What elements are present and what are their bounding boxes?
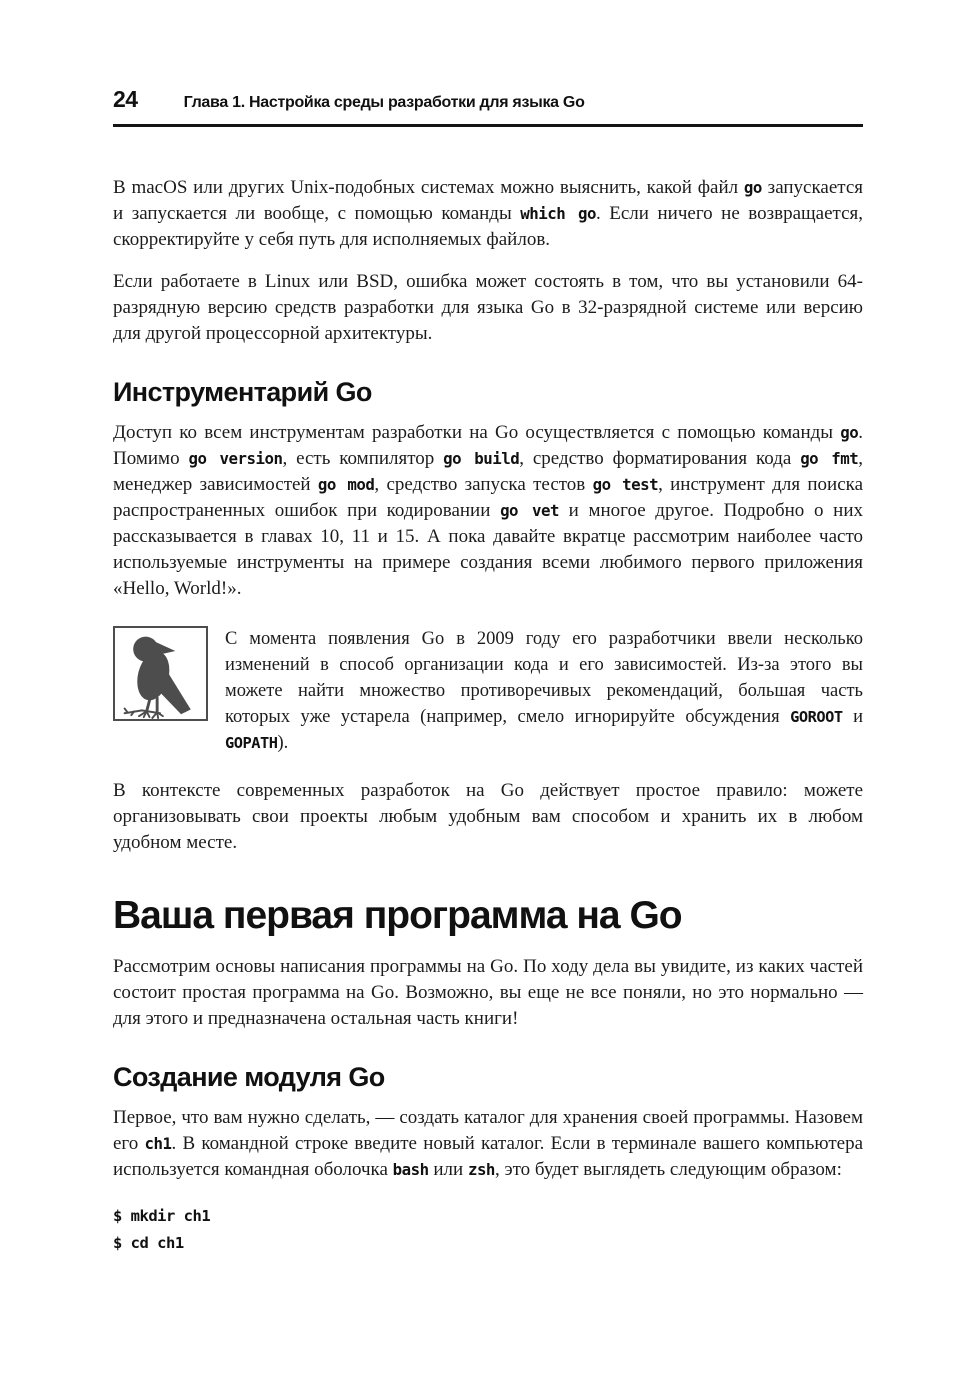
inline-code: go build <box>443 449 520 468</box>
text-run: и многое другое. Подробно о них рассказывается в главах 10, 11 и 15. А пока давайте вкратце рассмотрим наиболее часто используемые инструменты на примере создания всеми любимого первого приложения «Hello, World!». <box>113 500 863 599</box>
text-run: . Если ничего не возвращается, скорректируйте у себя путь для исполняемых файлов. <box>113 203 864 250</box>
text-run: , это будет выглядеть следующим образом: <box>494 1159 842 1180</box>
inline-code: go <box>840 423 859 442</box>
running-header <box>113 86 863 127</box>
paragraph-create-directory <box>113 1105 863 1183</box>
paragraph-modern-go-rule <box>113 778 863 856</box>
paragraph-macos-which-go <box>113 175 863 253</box>
text-run: . В командной строке введите новый каталог. Если в терминале вашего компьютера используется командная оболочка <box>113 1133 863 1180</box>
inline-code: which go <box>520 204 596 223</box>
text-run: В macOS или других Unix-подобных системах можно выяснить, какой файл <box>113 177 744 198</box>
text-run: Рассмотрим основы написания программы на Go. По ходу дела вы увидите, из каких частей состоит простая программа на Go. Возможно, вы еще не все поняли, но это нормально — для этого и предназначена остальная часть книги! <box>113 956 863 1029</box>
inline-code: go fmt <box>800 449 859 468</box>
paragraph-linux-bsd <box>113 269 863 347</box>
text-run: Первое, что вам нужно сделать, — создать каталог для хранения своей программы. Назовем его <box>113 1107 863 1154</box>
inline-code: go version <box>188 449 283 468</box>
inline-code: GOPATH <box>225 734 278 752</box>
text-run: , средство форматирования кода <box>519 448 801 469</box>
section-heading-module-creation: Создание модуля Go <box>113 1062 385 1092</box>
inline-code: GOROOT <box>790 708 843 726</box>
paragraph-go-tools <box>113 420 863 602</box>
section-heading-go-tooling: Инструментарий Go <box>113 377 372 407</box>
note-text <box>225 626 863 756</box>
code-line: $ cd ch1 <box>113 1234 184 1252</box>
text-run: . Помимо <box>113 422 863 469</box>
heading-first-program: Ваша первая программа на Go <box>113 894 682 937</box>
text-run: и <box>842 707 863 727</box>
inline-code: go mod <box>317 475 375 494</box>
text-run: В контексте современных разработок на Go действует простое правило: можете организовывать свои проекты любым удобным вам способом и хранить их в любом удобном месте. <box>113 780 863 853</box>
page-number: 24 <box>113 86 138 112</box>
text-run: ). <box>277 733 289 753</box>
text-run: Доступ ко всем инструментам разработки на Go осуществляется с помощью команды <box>113 422 841 443</box>
running-head-chapter-title: Глава 1. Настройка среды разработки для языка Go <box>183 94 585 111</box>
text-run: Если работаете в Linux или BSD, ошибка может состоять в том, что вы установили 64-разрядную версию средств разработки для языка Go в 32-разрядной системе или версию для другой процессорной архитектуры. <box>113 271 863 344</box>
text-run: С момента появления Go в 2009 году его разработчики ввели несколько изменений в способ организации кода и его зависимостей. Из-за этого вы можете найти множество противоречивых рекомендаций, большая часть которых уже устарела (например, смело игнорируйте обсуждения <box>225 629 863 727</box>
inline-code: bash <box>392 1160 429 1179</box>
inline-code: zsh <box>467 1160 495 1179</box>
text-run: или <box>428 1159 468 1180</box>
shell-code-block <box>113 1203 863 1257</box>
inline-code: go <box>743 178 762 197</box>
inline-code: go vet <box>500 501 559 520</box>
text-run: , есть компилятор <box>282 448 444 469</box>
text-run: , средство запуска тестов <box>374 474 593 495</box>
text-run: , менеджер зависимостей <box>113 448 864 495</box>
paragraph-first-program-overview <box>113 954 863 1032</box>
text-run: запускается и запускается ли вообще, с помощью команды <box>113 177 863 224</box>
crow-icon <box>113 626 208 721</box>
inline-code: ch1 <box>144 1134 172 1153</box>
code-line: $ mkdir ch1 <box>113 1207 211 1225</box>
inline-code: go test <box>592 475 659 494</box>
text-run: , инструмент для поиска распространенных ошибок при кодировании <box>113 474 863 521</box>
note-block <box>113 626 863 756</box>
